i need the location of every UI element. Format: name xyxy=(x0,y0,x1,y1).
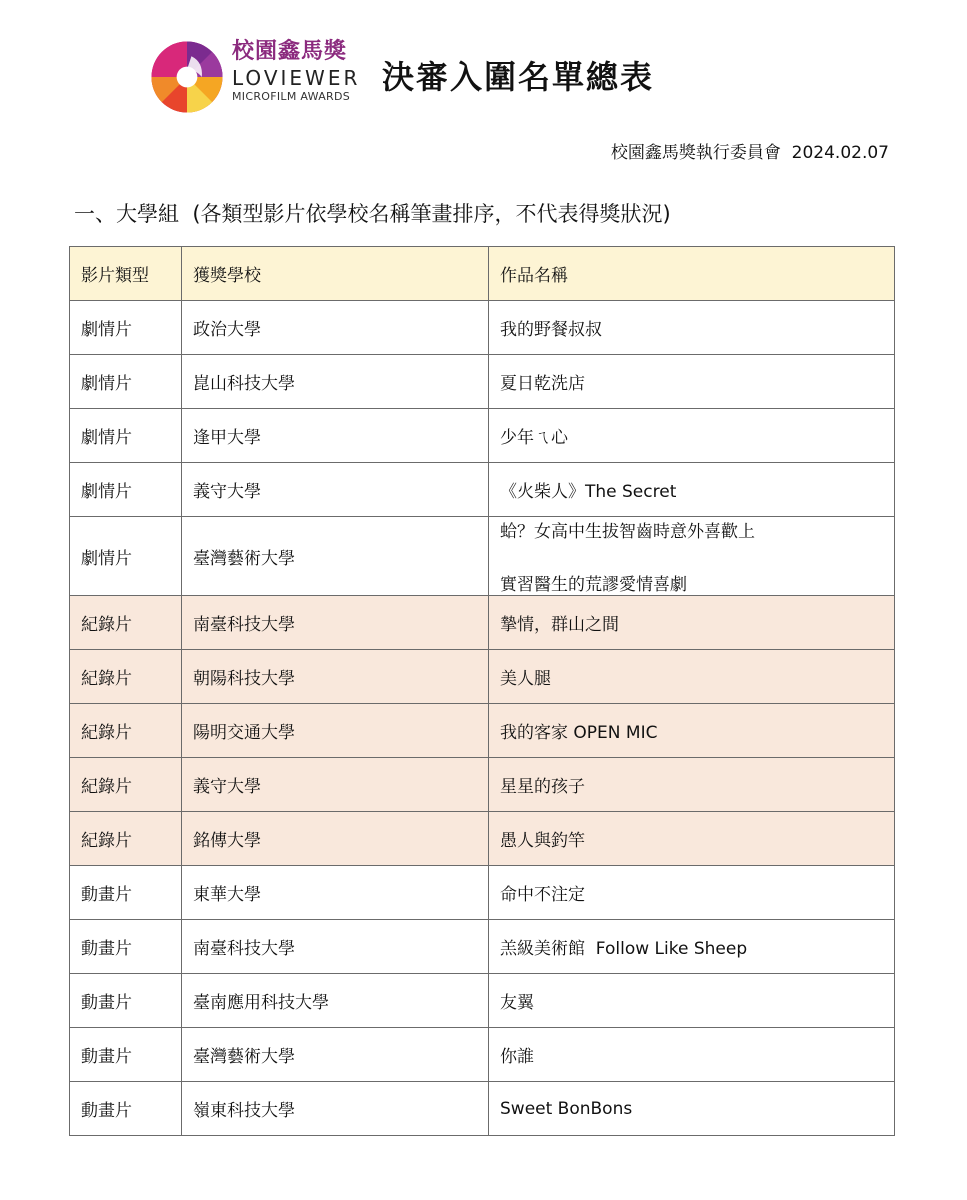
cell-title: 少年ㄟ心 xyxy=(489,409,895,463)
cell-type: 動畫片 xyxy=(70,974,182,1028)
cell-type: 劇情片 xyxy=(70,517,182,596)
cell-title-line1: 蛤？女高中生拔智齒時意外喜歡上 xyxy=(500,522,755,542)
cell-school: 義守大學 xyxy=(182,463,489,517)
cell-type: 紀錄片 xyxy=(70,704,182,758)
cell-type: 劇情片 xyxy=(70,301,182,355)
cell-title: 星星的孩子 xyxy=(489,758,895,812)
finalist-table xyxy=(69,246,895,1136)
table-row xyxy=(70,812,895,866)
logo-subtitle: MICROFILM AWARDS xyxy=(232,90,351,103)
cell-school: 東華大學 xyxy=(182,866,489,920)
header-school: 獲獎學校 xyxy=(182,247,489,301)
cell-type: 動畫片 xyxy=(70,866,182,920)
table-row xyxy=(70,1082,895,1136)
table-header-row xyxy=(70,247,895,301)
table-row xyxy=(70,409,895,463)
cell-type: 紀錄片 xyxy=(70,650,182,704)
table-row xyxy=(70,355,895,409)
document-title: 決審入圍名單總表 xyxy=(382,58,655,96)
table-row xyxy=(70,650,895,704)
cell-type: 劇情片 xyxy=(70,409,182,463)
table-row xyxy=(70,704,895,758)
cell-school: 臺灣藝術大學 xyxy=(182,1028,489,1082)
cell-school: 政治大學 xyxy=(182,301,489,355)
cell-title: 摯情，群山之間 xyxy=(489,596,895,650)
cell-type: 動畫片 xyxy=(70,920,182,974)
cell-title: 羔級美術館 Follow Like Sheep xyxy=(489,920,895,974)
cell-school: 陽明交通大學 xyxy=(182,704,489,758)
header-type: 影片類型 xyxy=(70,247,182,301)
table-row xyxy=(70,1028,895,1082)
cell-title: 我的客家 OPEN MIC xyxy=(489,704,895,758)
cell-school: 嶺東科技大學 xyxy=(182,1082,489,1136)
cell-title: 你誰 xyxy=(489,1028,895,1082)
cell-type: 動畫片 xyxy=(70,1082,182,1136)
cell-type: 劇情片 xyxy=(70,463,182,517)
cell-school: 南臺科技大學 xyxy=(182,920,489,974)
table-row xyxy=(70,596,895,650)
table-row xyxy=(70,866,895,920)
cell-type: 紀錄片 xyxy=(70,758,182,812)
cell-school: 義守大學 xyxy=(182,758,489,812)
cell-title-line2: 實習醫生的荒謬愛情喜劇 xyxy=(500,575,687,595)
table-row xyxy=(70,517,895,596)
loviewer-logo-icon xyxy=(150,40,224,114)
header-title: 作品名稱 xyxy=(489,247,895,301)
cell-type: 紀錄片 xyxy=(70,812,182,866)
cell-title: Sweet BonBons xyxy=(489,1082,895,1136)
cell-school: 臺南應用科技大學 xyxy=(182,974,489,1028)
table-row xyxy=(70,920,895,974)
cell-title: 夏日乾洗店 xyxy=(489,355,895,409)
section-title: 一、大學組 (各類型影片依學校名稱筆畫排序，不代表得獎狀況) xyxy=(74,202,671,226)
committee-date: 校園鑫馬獎執行委員會 2024.02.07 xyxy=(610,143,889,163)
cell-title: 命中不注定 xyxy=(489,866,895,920)
cell-title xyxy=(489,517,895,596)
table-row xyxy=(70,758,895,812)
cell-type: 動畫片 xyxy=(70,1028,182,1082)
cell-title: 《火柴人》The Secret xyxy=(489,463,895,517)
header xyxy=(150,38,850,118)
cell-title: 我的野餐叔叔 xyxy=(489,301,895,355)
table-row xyxy=(70,463,895,517)
logo-name-en: LOVIEWER xyxy=(232,66,361,90)
cell-school: 崑山科技大學 xyxy=(182,355,489,409)
cell-type: 劇情片 xyxy=(70,355,182,409)
cell-type: 紀錄片 xyxy=(70,596,182,650)
cell-school: 臺灣藝術大學 xyxy=(182,517,489,596)
cell-title: 美人腿 xyxy=(489,650,895,704)
logo-text xyxy=(232,38,382,104)
cell-school: 銘傳大學 xyxy=(182,812,489,866)
logo-name-cn: 校園鑫馬獎 xyxy=(232,39,348,64)
cell-school: 朝陽科技大學 xyxy=(182,650,489,704)
cell-title: 友翼 xyxy=(489,974,895,1028)
table-row xyxy=(70,301,895,355)
table-row xyxy=(70,974,895,1028)
cell-school: 南臺科技大學 xyxy=(182,596,489,650)
cell-title: 愚人與釣竿 xyxy=(489,812,895,866)
cell-school: 逢甲大學 xyxy=(182,409,489,463)
